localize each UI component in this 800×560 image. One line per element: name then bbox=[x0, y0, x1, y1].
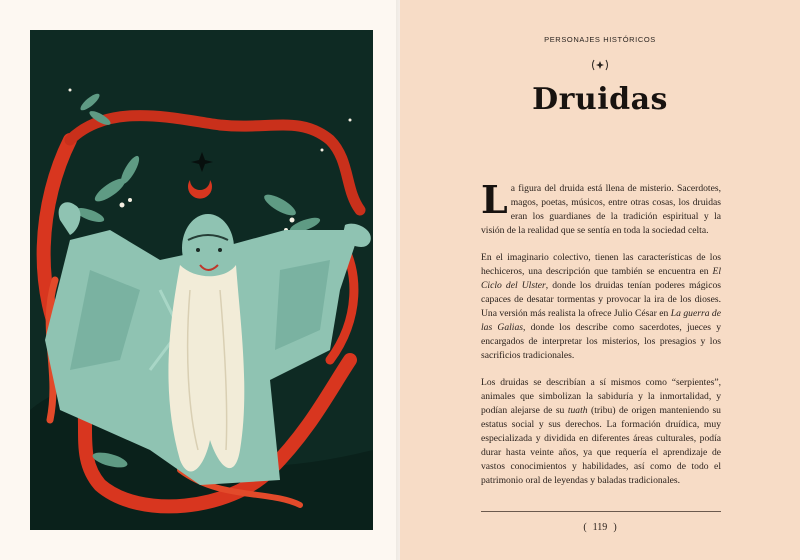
paragraph-3 bbox=[481, 376, 721, 488]
right-page bbox=[400, 0, 800, 560]
work-title-ulster: El Ciclo del Ulster bbox=[481, 266, 721, 291]
body-text bbox=[481, 177, 721, 501]
work-title-galias: La guerra de las Galias bbox=[481, 308, 721, 333]
folio-number: 119 bbox=[592, 522, 608, 533]
paragraph-2-text-a: En el imaginario colectivo, tienen las características de los hechiceros, una descripción que también se encuentra en bbox=[481, 252, 721, 277]
chapter-title: Druidas bbox=[532, 82, 668, 117]
running-head: PERSONAJES HISTÓRICOS bbox=[544, 35, 656, 44]
folio-right-mark: ) bbox=[613, 522, 617, 533]
folio-left-mark: ( bbox=[583, 522, 587, 533]
paragraph-2-text-c: , donde los describe como sacerdotes, jueces y encargados de interpretar los misterios, los presagios y los sacrificios tradicionales. bbox=[481, 322, 721, 361]
term-tuath: tuath bbox=[567, 405, 588, 416]
paragraph-1-text: a figura del druida está llena de misterio. Sacerdotes, magos, poetas, músicos, entre otras cosas, los druidas eran los guardianes de la tradición espiritual y la visión de la realidad que se sentía en toda la sociedad celta. bbox=[481, 183, 721, 236]
decorative-ornament-icon bbox=[590, 58, 610, 72]
paragraph-2 bbox=[481, 251, 721, 363]
paragraph-2-text-b: , donde los druidas tenían poderes mágicos capaces de desatar tormentas y provocar la ira de los dioses. Una versión más realista la ofrece Julio César en bbox=[481, 280, 721, 319]
druid-artwork bbox=[30, 30, 373, 530]
footer-rule bbox=[481, 511, 721, 512]
paragraph-3-text-b: (tribu) de origen manteniendo su estatus social y sus derechos. La formación druídica, muy especializada y dividida en diferentes áreas culturales, podía durar hasta veinte años, ya que requería el aprendizaje de vastos conocimientos y habilidades, así como de todo el patrimonio oral de leyendas y baladas tradicionales. bbox=[481, 405, 721, 486]
paragraph-3-text-a: Los druidas se describían a sí mismos como “serpientes”, animales que simbolizan la sabiduría y la inmortalidad, y podían alejarse de su bbox=[481, 377, 721, 416]
paragraph-1 bbox=[481, 177, 721, 238]
drop-cap: L bbox=[481, 177, 508, 222]
page-number bbox=[400, 522, 800, 533]
druid-illustration bbox=[30, 30, 373, 530]
